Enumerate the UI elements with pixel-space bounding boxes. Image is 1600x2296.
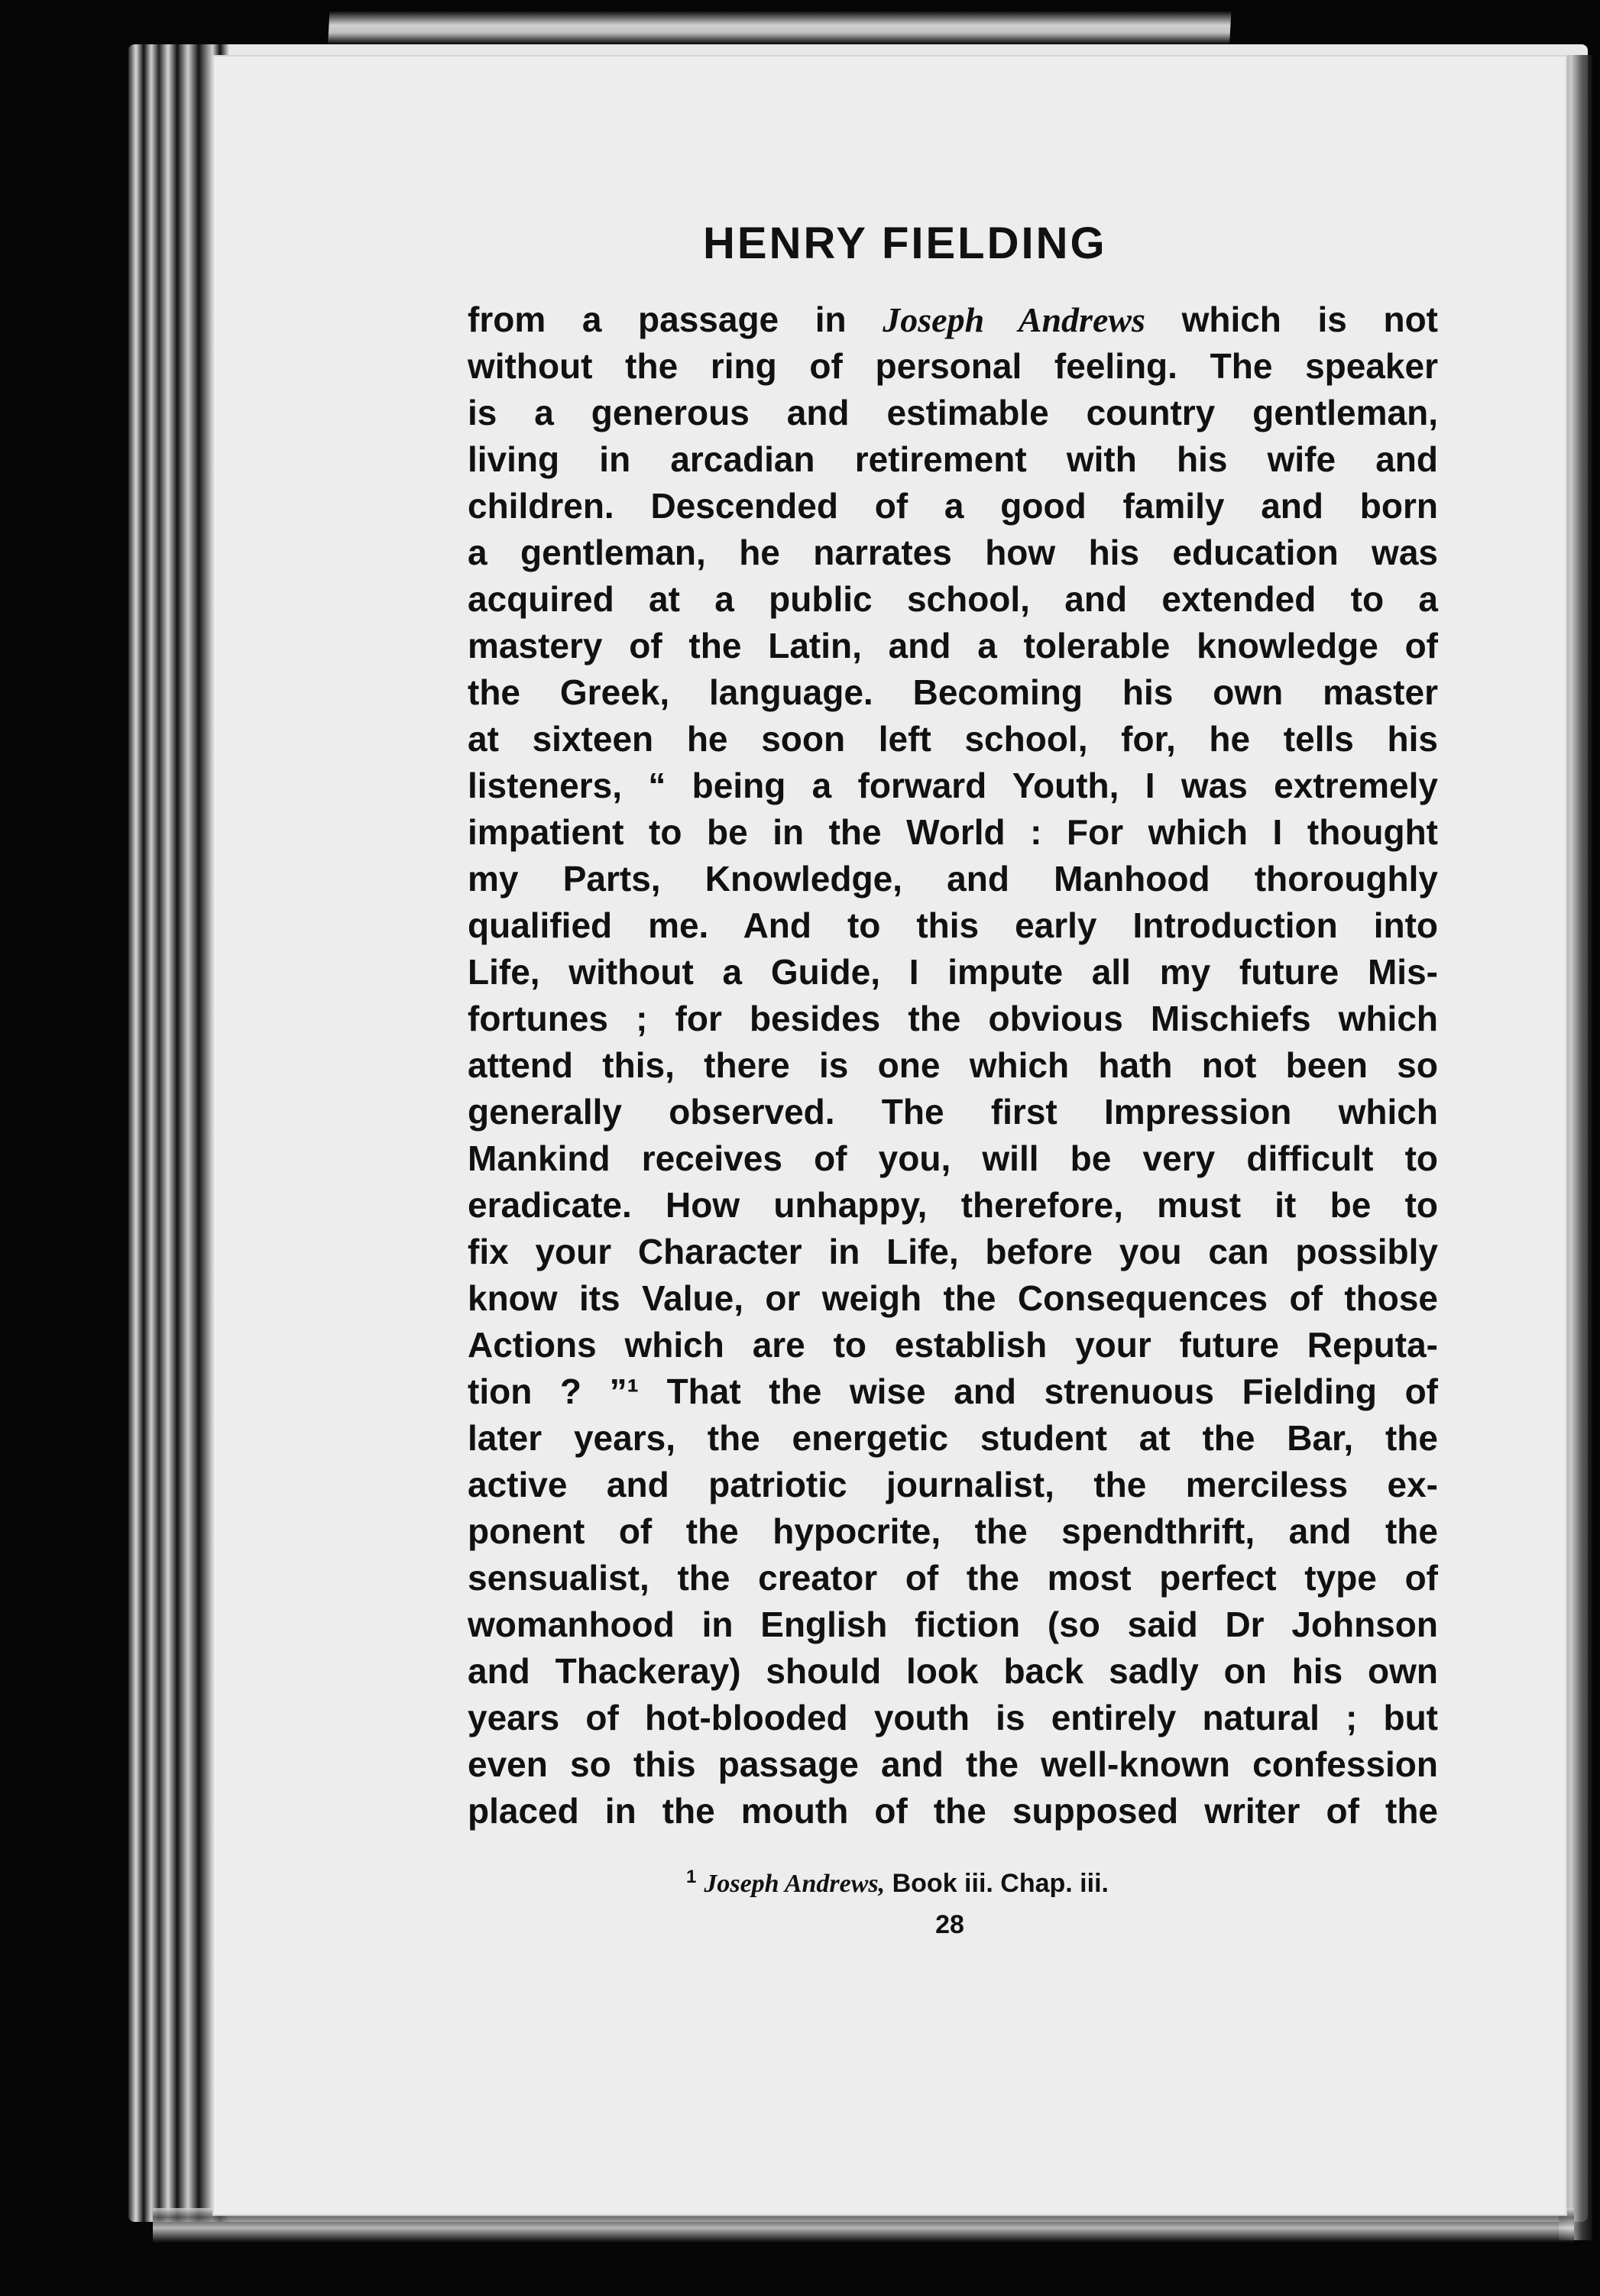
body-line-9: the Greek, language. Becoming his own master xyxy=(468,672,1438,712)
body-line-8: mastery of the Latin, and a tolerable knowledge of xyxy=(468,626,1438,665)
body-line-33: placed in the mouth of the supposed writer of the xyxy=(468,1791,1438,1831)
footnote xyxy=(686,1867,1267,1899)
body-line-15: Life, without a Guide, I impute all my future Mis- xyxy=(468,952,1438,992)
body-line-13: my Parts, Knowledge, and Manhood thoroughly xyxy=(468,859,1438,899)
body-line-26: active and patriotic journalist, the merciless ex- xyxy=(468,1465,1438,1504)
body-line-21: fix your Character in Life, before you can possibly xyxy=(468,1232,1438,1271)
body-line-20: eradicate. How unhappy, therefore, must it be to xyxy=(468,1185,1438,1225)
body-line-25: later years, the energetic student at the Bar, the xyxy=(468,1418,1438,1458)
body-line-28: sensualist, the creator of the most perfect type of xyxy=(468,1558,1438,1598)
page-number: 28 xyxy=(935,1910,964,1939)
body-line-3: is a generous and estimable country gentleman, xyxy=(468,393,1438,432)
body-line-31: years of hot-blooded youth is entirely natural ; but xyxy=(468,1698,1438,1737)
joseph-andrews-title: Joseph Andrews xyxy=(883,300,1145,339)
body-line-23: Actions which are to establish your future Reputa- xyxy=(468,1325,1438,1365)
footnote-text: Book iii. Chap. iii. xyxy=(885,1869,1109,1898)
body-line-4: living in arcadian retirement with his wife and xyxy=(468,439,1438,479)
body-line-22: know its Value, or weigh the Consequences of those xyxy=(468,1278,1438,1318)
body-line-17: attend this, there is one which hath not been so xyxy=(468,1045,1438,1085)
body-line-10: at sixteen he soon left school, for, he tells his xyxy=(468,719,1438,759)
body-line-1-start: from a passage in xyxy=(468,300,883,339)
body-line-30: and Thackeray) should look back sadly on his own xyxy=(468,1651,1438,1691)
body-line-6: a gentleman, he narrates how his education was xyxy=(468,533,1438,572)
body-line-18: generally observed. The first Impression which xyxy=(468,1092,1438,1132)
body-line-12: impatient to be in the World : For which I thought xyxy=(468,812,1438,852)
body-line-32: even so this passage and the well-known confession xyxy=(468,1744,1438,1784)
body-line-16: fortunes ; for besides the obvious Mischiefs which xyxy=(468,999,1438,1038)
body-line-1-end: which is not xyxy=(1145,300,1439,339)
body-line-1 xyxy=(468,296,1438,343)
footnote-title: Joseph Andrews, xyxy=(704,1870,886,1898)
body-line-19: Mankind receives of you, will be very difficult to xyxy=(468,1138,1438,1178)
body-line-7: acquired at a public school, and extended to a xyxy=(468,579,1438,619)
body-line-5: children. Descended of a good family and born xyxy=(468,486,1438,526)
body-line-2: without the ring of personal feeling. The speaker xyxy=(468,346,1438,386)
body-text xyxy=(468,296,1438,1835)
body-line-24: tion ? ”¹ That the wise and strenuous Fielding of xyxy=(468,1371,1438,1411)
running-head: HENRY FIELDING xyxy=(703,219,1107,268)
footnote-marker: 1 xyxy=(686,1867,697,1887)
body-line-14: qualified me. And to this early Introduction into xyxy=(468,905,1438,945)
body-line-29: womanhood in English fiction (so said Dr Johnson xyxy=(468,1605,1438,1644)
body-line-11: listeners, “ being a forward Youth, I was extremely xyxy=(468,766,1438,805)
body-line-27: ponent of the hypocrite, the spendthrift, and the xyxy=(468,1511,1438,1551)
